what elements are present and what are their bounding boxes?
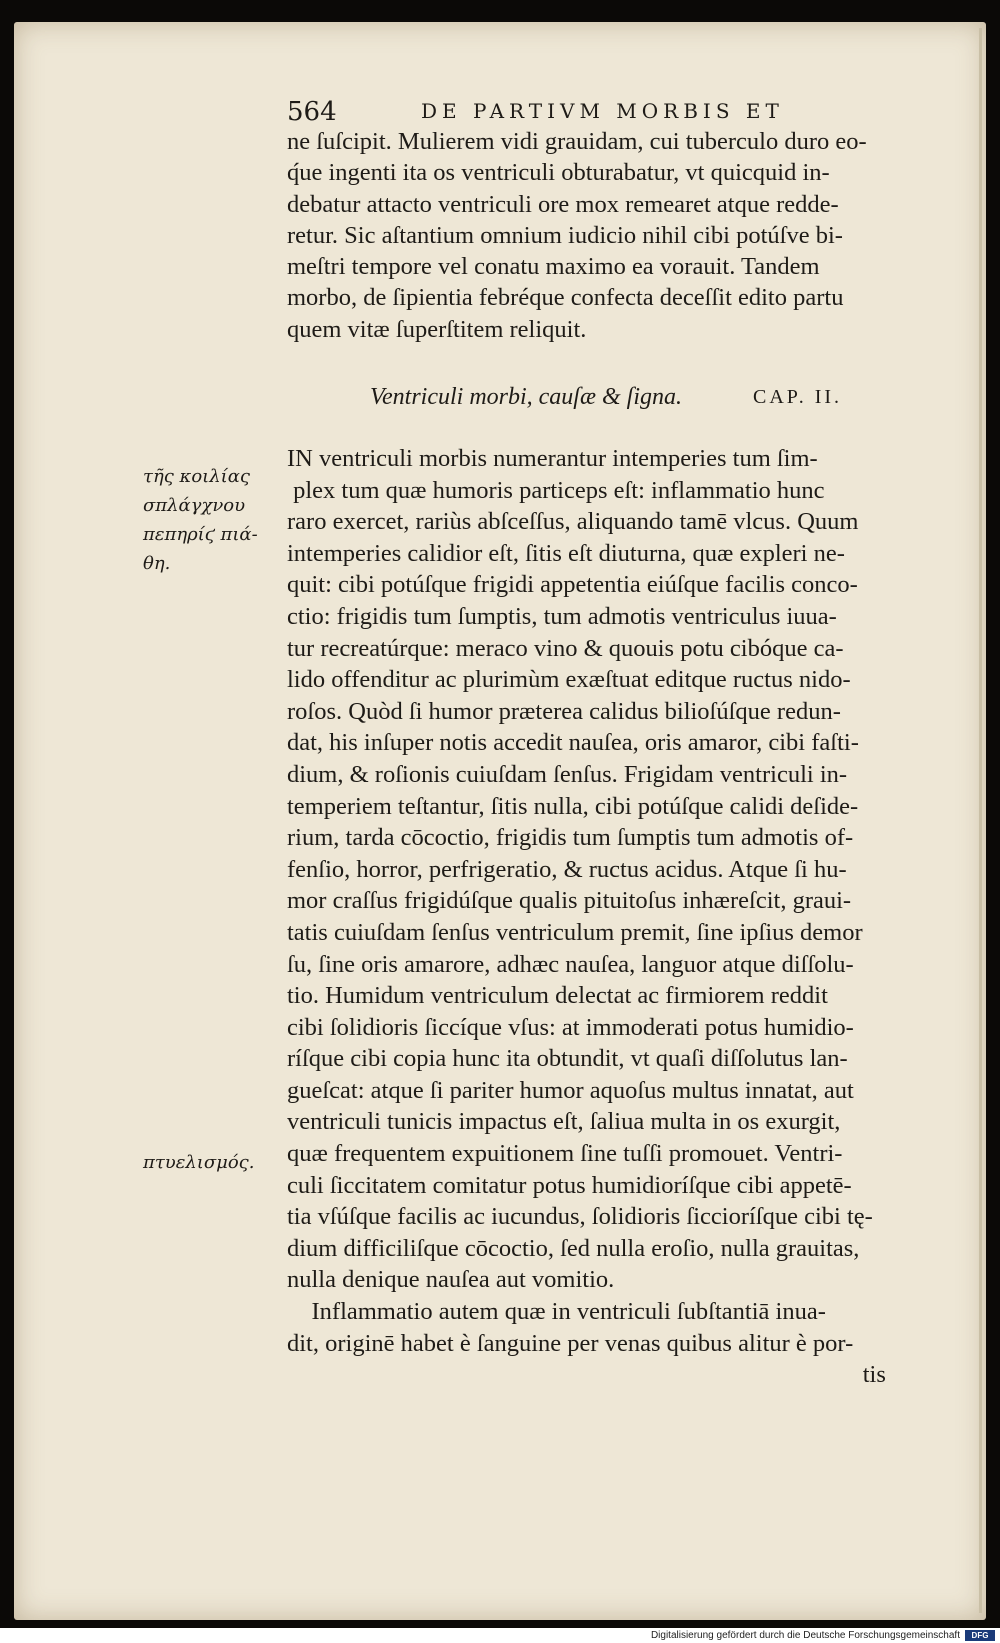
page-edge [979,28,982,1613]
dfg-logo-icon: DFG [965,1630,995,1641]
chapter-text: IN ventriculi morbis numerantur intemperies tum ſim- plex tum quæ humoris particeps eſt: inflammatio hunc raro exercet, rariùs abſceſſus, aliquando tamē vlcus. Quum intemperies calidior eſt, ſitis eſt diuturna, quæ expleri ne- quit: cibi potúſque frigidi appetentia eiúſque facilis conco- ctio: frigidis tum ſumptis, tum admotis ventriculus iuua- tur recreatúrque: meraco vino & quouis potu cibóque ca- lido offenditur ac plurimùm exæſtuat editque ructus nido- roſos. Quòd ſi humor præterea calidus bilioſúſque redun- dat, his inſuper notis accedit nauſea, oris amaror, cibi faſti- dium, & roſionis cuiuſdam ſenſus. Frigidam ventriculi in- temperiem teſtantur, ſitis nulla, cibi potúſque calidi deſide- rium, tarda cōcoctio, frigidis tum ſumptis tum admotis of- fenſio, horror, perfrigeratio, & ructus acidus. Atque ſi hu- mor craſſus frigidúſque qualis pituitoſus inhæreſcit, graui- tatis cuiuſdam ſenſus ventriculum premit, ſine ipſius demor ſu, ſine oris amarore, adhæc nauſea, languor atque diſſolu- tio. Humidum ventriculum delectat ac firmiorem reddit cibi ſolidioris ſiccíque vſus: at immoderati potus humidio- ríſque cibi copia hunc ita obtundit, vt quaſi diſſolutus lan- gueſcat: atque ſi pariter humor aquoſus multus innatat, aut ventriculi tunicis impactus eſt, ſaliua multa in os exurgit, quæ frequentem expuitionem ſine tuſſi promouet. Ventri- culi ſiccitatem comitatur potus humidioríſque cibi appetē- tia vſúſque facilis ac iucundus, ſolidioris ſiccioríſque cibi tę- dium difficiliſque cōcoctio, ſed nulla eroſio, nulla grauitas, nulla denique nauſea aut vomitio. Inflammatio autem quæ in ventriculi ſubſtantiā inua- dit, originē habet è ſanguine per venas quibus alitur è por- tis [287,445,886,1389]
chapter-title: Ventriculi morbi, cauſæ & ſigna. [370,384,682,410]
page-header [287,95,847,129]
page-number: 564 [287,97,337,127]
footer-credit: Digitalisierung gefördert durch die Deutsche Forschungsgemeinschaft [650,1630,960,1641]
continuation-text: ne ſuſcipit. Mulierem vidi grauidam, cui tuberculo duro eo- q́ue ingenti ita os ventriculi obturabatur, vt quicquid in- debatur attacto ventriculi ore mox remearet atque redde- retur. Sic aſtantium omnium iudicio nihil cibi potúſve bi- meſtri tempore vel conatu maximo ea vorauit. Tandem morbo, de ſipientia febréque confecta deceſſit edito partu quem vitæ ſuperſtitem reliquit. [287,128,867,343]
chapter-heading [370,384,890,416]
running-head: DE PARTIVM MORBIS ET [421,99,784,123]
marginal-note-greek-1: τῆς κοιλίας σπλάγχνου πεπηρίϛ πιά- θη. [143,466,258,574]
chapter-number: CAP. II. [753,386,843,408]
marginal-note-greek-2: πτυελισμός. [143,1152,255,1173]
